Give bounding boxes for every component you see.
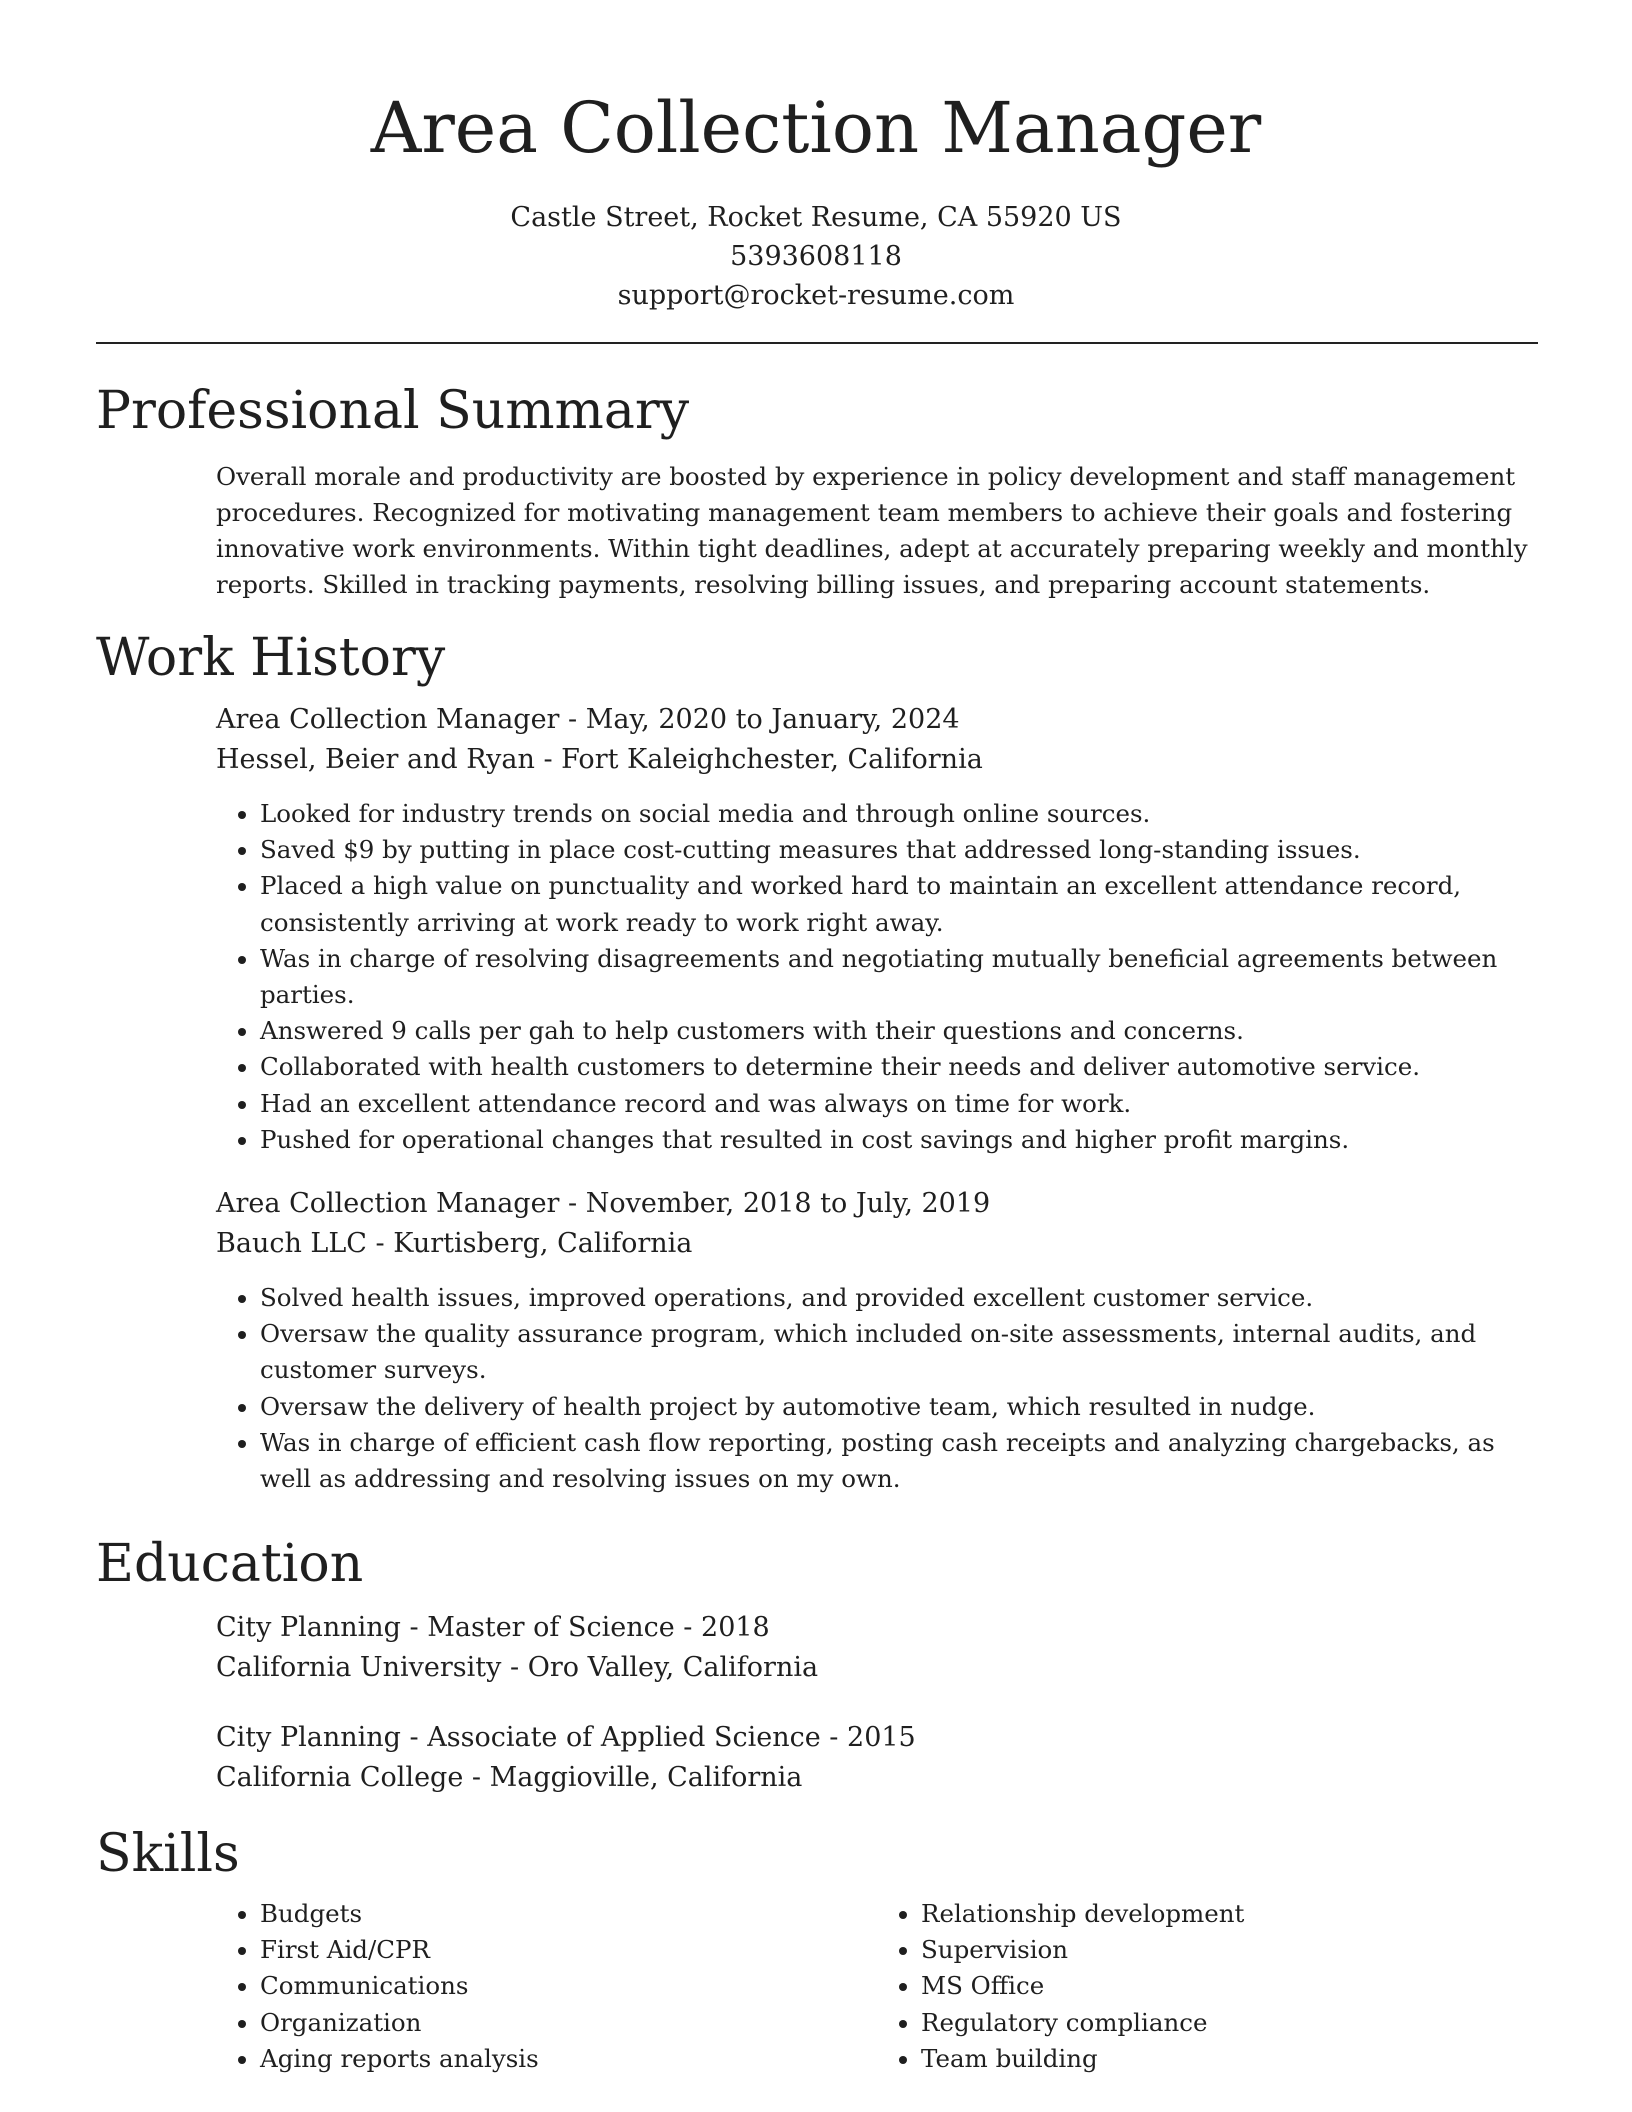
education-location: - Maggioville, California bbox=[463, 1762, 803, 1793]
list-item: • Answered 9 calls per gah to help customers with their questions and concerns. bbox=[260, 1013, 1538, 1049]
skills-list-left bbox=[216, 1896, 877, 2077]
education-school: California College bbox=[216, 1762, 464, 1793]
job-title-line bbox=[216, 700, 1538, 740]
education-school: California University bbox=[216, 1652, 502, 1683]
header-divider bbox=[96, 342, 1538, 344]
skill-item: • Organization bbox=[260, 2005, 877, 2041]
education-entry bbox=[216, 1718, 1538, 1798]
address-text: Castle Street, Rocket Resume, CA 55920 US bbox=[510, 202, 1122, 233]
job-company-line bbox=[216, 740, 1538, 780]
skill-item: • MS Office bbox=[921, 1968, 1538, 2004]
job-role: Area Collection Manager bbox=[216, 704, 560, 735]
skills-section bbox=[96, 1822, 1538, 2077]
summary-section bbox=[96, 379, 1538, 603]
education-location: - Oro Valley, California bbox=[501, 1652, 819, 1683]
job-bullets bbox=[216, 1280, 1538, 1497]
list-item: • Oversaw the delivery of health project by automotive team, which resulted in nudge. bbox=[260, 1389, 1538, 1425]
education-field: City Planning bbox=[216, 1612, 401, 1643]
skills-heading: Skills bbox=[96, 1824, 240, 1884]
contact-block bbox=[0, 198, 1632, 315]
work-history-heading: Work History bbox=[96, 628, 446, 688]
skill-item: • Budgets bbox=[260, 1896, 877, 1932]
education-section bbox=[96, 1532, 1538, 1798]
skill-item: • Supervision bbox=[921, 1932, 1538, 1968]
job-dates: - May, 2020 to January, 2024 bbox=[559, 704, 960, 735]
job-company-line bbox=[216, 1224, 1538, 1264]
list-item: • Solved health issues, improved operations, and provided excellent customer service. bbox=[260, 1280, 1538, 1316]
list-item: • Had an excellent attendance record and was always on time for work. bbox=[260, 1086, 1538, 1122]
list-item: • Looked for industry trends on social media and through online sources. bbox=[260, 796, 1538, 832]
education-field: City Planning bbox=[216, 1722, 401, 1753]
job-location: - Fort Kaleighchester, California bbox=[534, 744, 983, 775]
job-location: - Kurtisberg, California bbox=[366, 1228, 693, 1260]
list-item: • Pushed for operational changes that resulted in cost savings and higher profit margins. bbox=[260, 1122, 1538, 1158]
job-entry bbox=[216, 1184, 1538, 1497]
list-item: • Saved $9 by putting in place cost-cutting measures that addressed long-standing issues. bbox=[260, 832, 1538, 868]
work-history-section bbox=[96, 626, 1538, 1497]
skill-item: • Communications bbox=[260, 1968, 877, 2004]
phone-text: 5393608118 bbox=[730, 241, 902, 272]
job-bullets bbox=[216, 796, 1538, 1158]
job-company: Bauch LLC bbox=[216, 1228, 367, 1260]
email-text: support@rocket-resume.com bbox=[617, 280, 1015, 311]
job-entry bbox=[216, 700, 1538, 1158]
summary-heading: Professional Summary bbox=[96, 381, 690, 441]
skill-item: • Team building bbox=[921, 2041, 1538, 2077]
job-dates: - November, 2018 to July, 2019 bbox=[559, 1188, 991, 1220]
education-school-line bbox=[216, 1758, 1538, 1798]
skill-item: • Relationship development bbox=[921, 1896, 1538, 1932]
list-item: • Placed a high value on punctuality and worked hard to maintain an excellent attendance record, consistently arriving at work ready to work right away. bbox=[260, 868, 1538, 940]
list-item: • Was in charge of efficient cash flow reporting, posting cash receipts and analyzing chargebacks, as well as addressing and resolving issues on my own. bbox=[260, 1425, 1538, 1497]
list-item: • Oversaw the quality assurance program, which included on-site assessments, internal audits, and customer surveys. bbox=[260, 1316, 1538, 1388]
education-school-line bbox=[216, 1648, 1538, 1688]
education-degree-line bbox=[216, 1718, 1538, 1758]
education-degree: - Master of Science - 2018 bbox=[400, 1612, 770, 1643]
skills-list-right bbox=[877, 1896, 1538, 2077]
education-degree-line bbox=[216, 1608, 1538, 1648]
education-degree: - Associate of Applied Science - 2015 bbox=[400, 1722, 916, 1753]
skill-item: • First Aid/CPR bbox=[260, 1932, 877, 1968]
education-heading: Education bbox=[96, 1534, 364, 1594]
education-entry bbox=[216, 1608, 1538, 1688]
resume-header bbox=[0, 0, 1632, 315]
summary-text: Overall morale and productivity are boosted by experience in policy development and staff management procedures. Recognized for motivating management team members to achieve their goals and fostering innovative work environments. Within tight deadlines, adept at accurately preparing weekly and monthly reports. Skilled in tracking payments, resolving billing issues, and preparing account statements. bbox=[216, 462, 1528, 599]
job-company: Hessel, Beier and Ryan bbox=[216, 744, 535, 775]
skill-item: • Aging reports analysis bbox=[260, 2041, 877, 2077]
list-item: • Was in charge of resolving disagreements and negotiating mutually beneficial agreements between parties. bbox=[260, 941, 1538, 1013]
job-title-line bbox=[216, 1184, 1538, 1224]
list-item: • Collaborated with health customers to determine their needs and deliver automotive service. bbox=[260, 1049, 1538, 1085]
resume-name: Area Collection Manager bbox=[370, 87, 1262, 169]
skill-item: • Regulatory compliance bbox=[921, 2005, 1538, 2041]
skills-columns bbox=[216, 1886, 1538, 2077]
job-role: Area Collection Manager bbox=[216, 1188, 560, 1220]
